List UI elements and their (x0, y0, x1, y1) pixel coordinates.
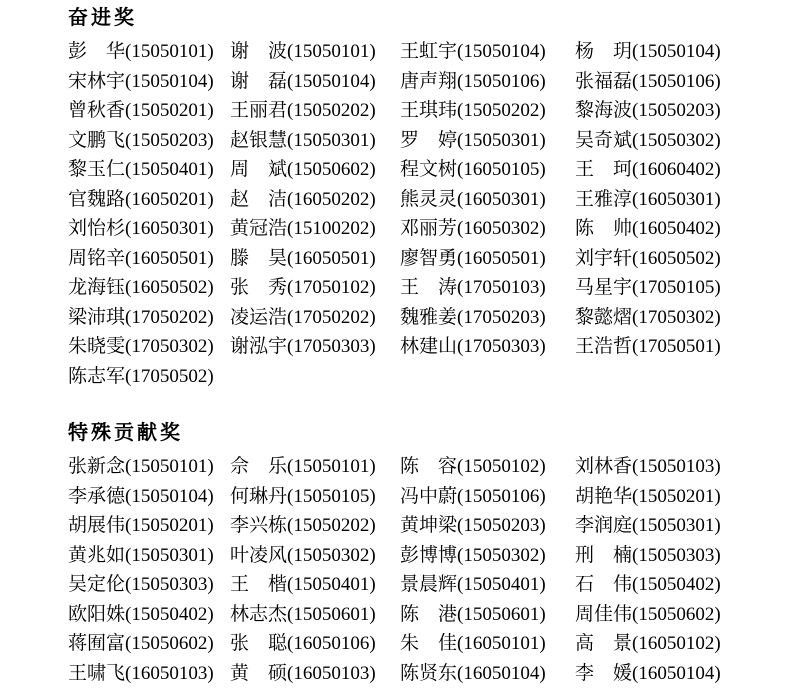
award-entry: 滕 昊(16050501) (230, 244, 400, 274)
award-entry: 罗 婷(15050301) (400, 126, 575, 156)
award-entry: 佘 乐(15050101) (230, 452, 400, 482)
award-entry: 文鹏飞(15050203) (68, 126, 230, 156)
award-entry: 朱 佳(16050101) (400, 629, 575, 659)
award-entry: 周佳伟(15050602) (575, 600, 721, 630)
award-row (68, 96, 792, 126)
award-entry: 何琳丹(15050105) (230, 482, 400, 512)
award-entry: 吴奇斌(15050302) (575, 126, 721, 156)
award-entry: 陈志军(17050502) (68, 362, 230, 392)
award-row (68, 362, 792, 392)
award-entry: 梁沛琪(17050202) (68, 303, 230, 333)
award-row (68, 67, 792, 97)
award-entry: 彭博博(15050302) (400, 541, 575, 571)
award-entry: 刘怡杉(16050301) (68, 214, 230, 244)
special-contribution-award-section (68, 421, 792, 688)
award-entry: 叶凌风(15050302) (230, 541, 400, 571)
award-entry: 黄冠浩(15100202) (230, 214, 400, 244)
award-entry: 陈 帅(16050402) (575, 214, 721, 244)
award-entry: 王浩哲(17050501) (575, 332, 721, 362)
award-entry: 欧阳姝(15050402) (68, 600, 230, 630)
award-entry: 魏雅姜(17050203) (400, 303, 575, 333)
award-entry: 李 媛(16050104) (575, 659, 721, 688)
special-contribution-award-section-title: 特殊贡献奖 (68, 421, 792, 446)
award-entry: 熊灵灵(16050301) (400, 185, 575, 215)
award-entry: 王 涛(17050103) (400, 273, 575, 303)
award-entry: 周 斌(15050602) (230, 155, 400, 185)
award-entry: 张新念(15050101) (68, 452, 230, 482)
award-entry: 杨 玥(15050104) (575, 37, 721, 67)
award-entry: 周铭辛(16050501) (68, 244, 230, 274)
award-entry: 胡艳华(15050201) (575, 482, 721, 512)
award-row (68, 214, 792, 244)
award-entry: 蒋囿富(15050602) (68, 629, 230, 659)
award-entry: 邓丽芳(16050302) (400, 214, 575, 244)
award-entry: 彭 华(15050101) (68, 37, 230, 67)
award-row (68, 452, 792, 482)
award-row (68, 273, 792, 303)
award-entry: 张 秀(17050102) (230, 273, 400, 303)
award-entry: 赵 洁(16050202) (230, 185, 400, 215)
award-entry: 石 伟(15050402) (575, 570, 721, 600)
award-entry: 景晨辉(15050401) (400, 570, 575, 600)
award-entry: 龙海钰(16050502) (68, 273, 230, 303)
award-entry: 黄坤梁(15050203) (400, 511, 575, 541)
award-entry: 黎海波(15050203) (575, 96, 721, 126)
striving-award-section (68, 6, 792, 391)
award-entry: 李润庭(15050301) (575, 511, 721, 541)
award-entry: 谢 波(15050101) (230, 37, 400, 67)
award-row (68, 303, 792, 333)
award-entry: 廖智勇(16050501) (400, 244, 575, 274)
award-row (68, 570, 792, 600)
award-row (68, 659, 792, 688)
award-row (68, 126, 792, 156)
award-entry: 冯中蔚(15050106) (400, 482, 575, 512)
award-row (68, 332, 792, 362)
award-entry: 程文树(16050105) (400, 155, 575, 185)
award-entry: 林志杰(15050601) (230, 600, 400, 630)
award-entry: 刘林香(15050103) (575, 452, 721, 482)
award-row (68, 185, 792, 215)
award-entry: 吴定伦(15050303) (68, 570, 230, 600)
award-row (68, 541, 792, 571)
award-row (68, 155, 792, 185)
award-entry: 高 景(16050102) (575, 629, 721, 659)
award-row (68, 37, 792, 67)
award-entry: 曾秋香(15050201) (68, 96, 230, 126)
award-entry: 刑 楠(15050303) (575, 541, 721, 571)
award-row (68, 629, 792, 659)
award-entry: 黄兆如(15050301) (68, 541, 230, 571)
award-entry: 朱晓雯(17050302) (68, 332, 230, 362)
award-entry: 李承德(15050104) (68, 482, 230, 512)
award-entry: 林建山(17050303) (400, 332, 575, 362)
award-entry: 黎玉仁(15050401) (68, 155, 230, 185)
award-row (68, 511, 792, 541)
award-entry: 黎懿熠(17050302) (575, 303, 721, 333)
award-entry: 马星宇(17050105) (575, 273, 721, 303)
striving-award-section-title: 奋进奖 (68, 6, 792, 31)
award-entry: 王 楷(15050401) (230, 570, 400, 600)
award-entry: 陈 港(15050601) (400, 600, 575, 630)
award-entry: 张 聪(16050106) (230, 629, 400, 659)
award-entry: 王雅淳(16050301) (575, 185, 721, 215)
award-entry: 凌运浩(17050202) (230, 303, 400, 333)
award-entry: 陈 容(15050102) (400, 452, 575, 482)
award-row (68, 600, 792, 630)
award-entry: 陈贤东(16050104) (400, 659, 575, 688)
award-entry: 王啸飞(16050103) (68, 659, 230, 688)
award-entry: 黄 硕(16050103) (230, 659, 400, 688)
award-entry: 官魏路(16050201) (68, 185, 230, 215)
award-entry: 谢 磊(15050104) (230, 67, 400, 97)
award-entry: 宋林宇(15050104) (68, 67, 230, 97)
award-row (68, 244, 792, 274)
award-entry: 胡展伟(15050201) (68, 511, 230, 541)
award-entry: 张福磊(15050106) (575, 67, 721, 97)
award-entry: 王丽君(15050202) (230, 96, 400, 126)
award-entry: 王虹宇(15050104) (400, 37, 575, 67)
award-entry: 王 珂(16060402) (575, 155, 721, 185)
award-entry: 刘宇轩(16050502) (575, 244, 721, 274)
award-entry: 赵银慧(15050301) (230, 126, 400, 156)
award-row (68, 482, 792, 512)
award-entry: 唐声翔(15050106) (400, 67, 575, 97)
award-entry: 李兴栋(15050202) (230, 511, 400, 541)
award-entry: 谢泓宇(17050303) (230, 332, 400, 362)
award-entry: 王琪玮(15050202) (400, 96, 575, 126)
